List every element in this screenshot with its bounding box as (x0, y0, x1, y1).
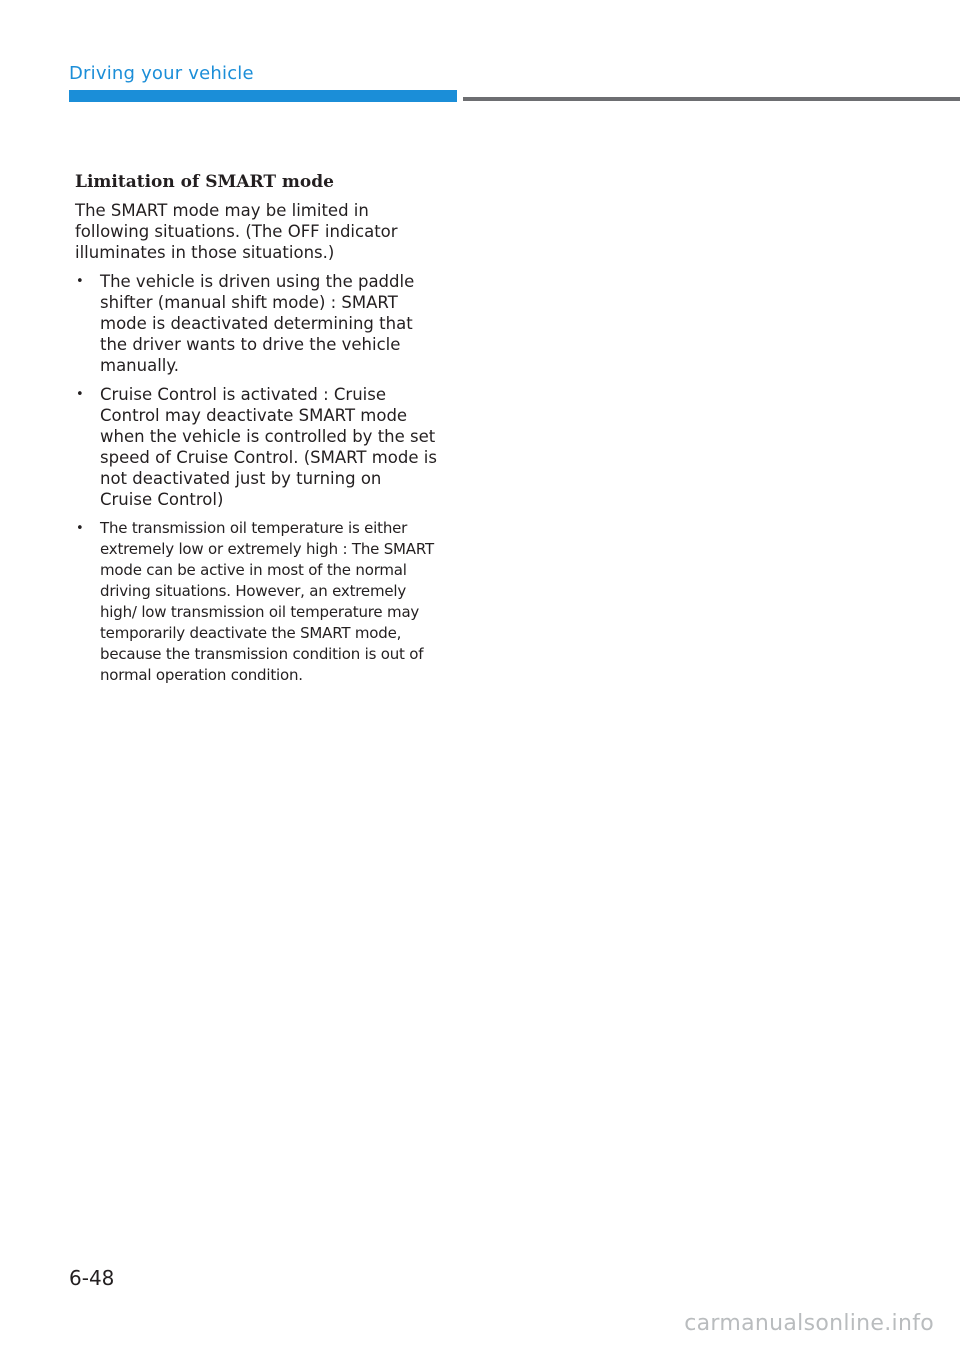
watermark: carmanualsonline.info (684, 1311, 934, 1336)
intro-paragraph: The SMART mode may be limited in following situations. (The OFF indicator illuminates in those situations.) (75, 201, 398, 262)
list-item-text: Cruise Control is activated : Cruise Control may deactivate SMART mode when the vehicle is controlled by the set speed of Cruise Control. (SMART mode is not deactivated just by turning on Cruise Control) (100, 385, 437, 509)
chapter-title: Driving your vehicle (69, 63, 254, 84)
list-item-text: The transmission oil temperature is either extremely low or extremely high : The SMART mode can be active in most of the normal driving situations. However, an extremely high/ low transmission oil temperature may temporarily deactivate the SMART mode, because the transmission condition is out of normal operation condition. (100, 519, 434, 684)
bullet-icon: • (76, 387, 84, 402)
bullet-list (75, 271, 437, 686)
list-item (75, 271, 437, 376)
bullet-icon: • (76, 274, 84, 289)
section-content (75, 172, 437, 694)
list-item-text: The vehicle is driven using the paddle shifter (manual shift mode) : SMART mode is deactivated determining that the driver wants to drive the vehicle manually. (100, 272, 415, 375)
list-item (75, 518, 437, 686)
bullet-icon: • (76, 521, 84, 536)
list-item (75, 384, 437, 510)
section-heading: Limitation of SMART mode (75, 172, 334, 192)
page-number: 6-48 (69, 1266, 115, 1290)
header-rule (463, 97, 960, 101)
header-accent-bar (69, 90, 457, 102)
